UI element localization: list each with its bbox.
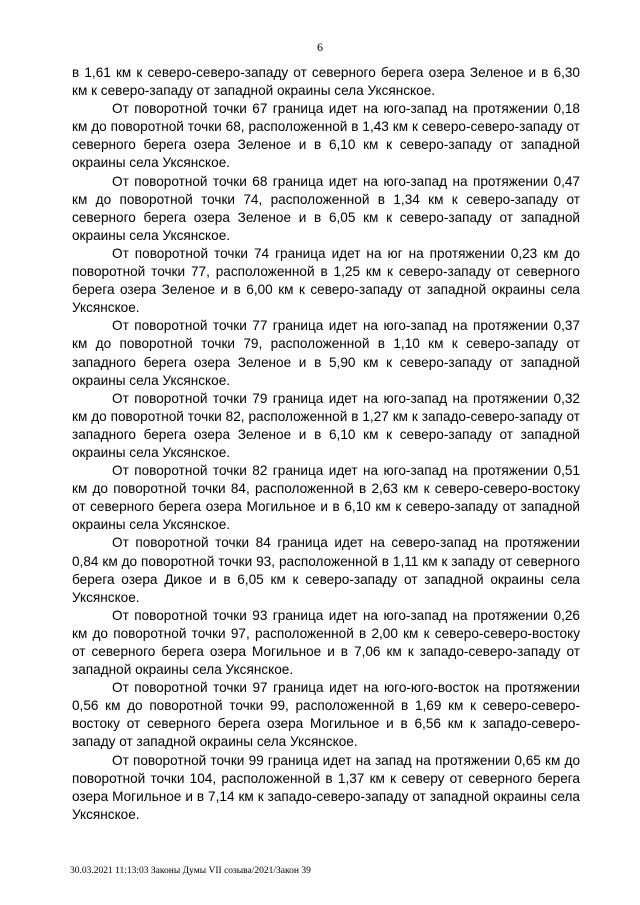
paragraph: От поворотной точки 68 граница идет на юго-запад на протяжении 0,47 км до поворотной точки 74, расположенной в 1,34 км к северо-западу от северного берега озера Зеленое и в 6,05 км к северо-западу от западной окраины села Уксянское. bbox=[72, 173, 580, 243]
paragraph: в 1,61 км к северо-северо-западу от северного берега озера Зеленое и в 6,30 км к северо-западу от западной окраины села Уксянское. bbox=[72, 65, 580, 99]
paragraph: От поворотной точки 67 граница идет на юго-запад на протяжении 0,18 км до поворотной точки 68, расположенной в 1,43 км к северо-северо-западу от северного берега озера Зеленое и в 6,10 км к северо-западу от западной окраины села Уксянское. bbox=[72, 101, 580, 171]
page-number: 6 bbox=[317, 40, 323, 54]
paragraph: От поворотной точки 99 граница идет на запад на протяжении 0,65 км до поворотной точки 104, расположенной в 1,37 км к северу от северного берега озера Могильное и в 7,14 км к западо-северо-западу от западной окраины села Уксянское. bbox=[72, 752, 580, 822]
paragraph: От поворотной точки 77 граница идет на юго-запад на протяжении 0,37 км до поворотной точки 79, расположенной в 1,10 км к северо-западу от западного берега озера Зеленое и в 5,90 км к северо-западу от западной окраины села Уксянское. bbox=[72, 318, 580, 388]
paragraph: От поворотной точки 84 граница идет на северо-запад на протяжении 0,84 км до поворотной точки 93, расположенной в 1,11 км к западу от северного берега озера Дикое и в 6,05 км к северо-западу от западной окраины села Уксянское. bbox=[72, 535, 580, 605]
paragraph: От поворотной точки 82 граница идет на юго-запад на протяжении 0,51 км до поворотной точки 84, расположенной в 2,63 км к северо-северо-востоку от северного берега озера Могильное и в 6,10 км к северо-западу от западной окраины села Уксянское. bbox=[72, 463, 580, 533]
document-body bbox=[72, 64, 580, 824]
paragraph: От поворотной точки 79 граница идет на юго-запад на протяжении 0,32 км до поворотной точки 82, расположенной в 1,27 км к западо-северо-западу от западного берега озера Зеленое и в 6,10 км к северо-западу от западной окраины села Уксянское. bbox=[72, 390, 580, 460]
paragraph: От поворотной точки 97 граница идет на юго-юго-восток на протяжении 0,56 км до поворотной точки 99, расположенной в 1,69 км к северо-северо-востоку от северного берега озера Могильное и в 6,56 км к западо-северо-западу от западной окраины села Уксянское. bbox=[72, 680, 580, 750]
paragraph: От поворотной точки 74 граница идет на юг на протяжении 0,23 км до поворотной точки 77, расположенной в 1,25 км к северо-западу от северного берега озера Зеленое и в 6,00 км к северо-западу от западной окраины села Уксянское. bbox=[72, 245, 580, 316]
paragraph: От поворотной точки 93 граница идет на юго-запад на протяжении 0,26 км до поворотной точки 97, расположенной в 2,00 км к северо-северо-востоку от северного берега озера Могильное и в 7,06 км к западо-северо-западу от западной окраины села Уксянское. bbox=[72, 607, 580, 678]
document-footer: 30.03.2021 11:13:03 Законы Думы VII созыва/2021/Закон 39 bbox=[70, 866, 311, 876]
